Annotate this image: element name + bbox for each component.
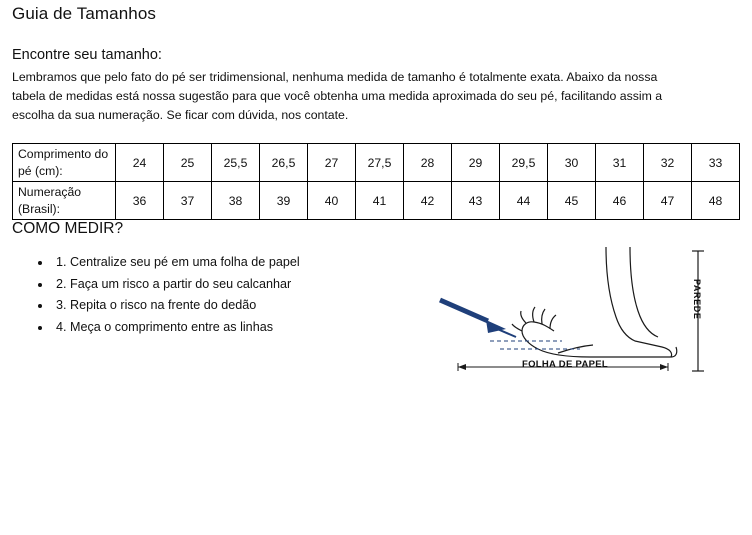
table-cell: 44: [500, 182, 548, 220]
measure-illustration: [430, 245, 730, 385]
size-table: [12, 143, 740, 220]
section-subtitle: Encontre seu tamanho:: [12, 47, 162, 63]
table-cell: 36: [116, 182, 164, 220]
table-cell: 25: [164, 144, 212, 182]
table-cell: 24: [116, 144, 164, 182]
intro-paragraph: Lembramos que pelo fato do pé ser tridimensional, nenhuma medida de tamanho é totalmente exata. Abaixo da nossa tabela de medidas está nossa sugestão para que você obtenha uma medida aproximada do seu pé, facilitando assim a escolha da sua numeração. Se ficar com dúvida, nos contate.: [12, 70, 663, 123]
table-cell: 28: [404, 144, 452, 182]
pencil-icon: [440, 300, 516, 337]
table-cell: 26,5: [260, 144, 308, 182]
table-cell: 37: [164, 182, 212, 220]
table-cell: 30: [548, 144, 596, 182]
row-header-length: Comprimento do pé (cm):: [13, 144, 116, 182]
row-header-size: Numeração (Brasil):: [13, 182, 116, 220]
table-cell: 42: [404, 182, 452, 220]
table-cell: 48: [692, 182, 740, 220]
table-cell: 43: [452, 182, 500, 220]
table-cell: 38: [212, 182, 260, 220]
table-cell: 27,5: [356, 144, 404, 182]
page-title: Guia de Tamanhos: [12, 4, 156, 23]
table-cell: 27: [308, 144, 356, 182]
table-row: [13, 182, 740, 220]
how-to-measure-heading: COMO MEDIR?: [12, 220, 124, 237]
table-row: [13, 144, 740, 182]
table-cell: 40: [308, 182, 356, 220]
table-cell: 33: [692, 144, 740, 182]
list-item: • 3. Repita o risco na frente do dedão: [52, 295, 300, 317]
list-item: • 2. Faça um risco a partir do seu calcanhar: [52, 274, 300, 296]
wall-label: PAREDE: [692, 279, 702, 320]
measure-steps-list: [30, 252, 300, 339]
list-item: • 1. Centralize seu pé em uma folha de papel: [52, 252, 300, 274]
table-cell: 39: [260, 182, 308, 220]
table-cell: 45: [548, 182, 596, 220]
table-cell: 41: [356, 182, 404, 220]
table-cell: 25,5: [212, 144, 260, 182]
list-item: • 4. Meça o comprimento entre as linhas: [52, 317, 300, 339]
table-cell: 29: [452, 144, 500, 182]
paper-label: FOLHA DE PAPEL: [522, 359, 609, 370]
table-cell: 32: [644, 144, 692, 182]
table-cell: 29,5: [500, 144, 548, 182]
table-cell: 31: [596, 144, 644, 182]
table-cell: 47: [644, 182, 692, 220]
table-cell: 46: [596, 182, 644, 220]
